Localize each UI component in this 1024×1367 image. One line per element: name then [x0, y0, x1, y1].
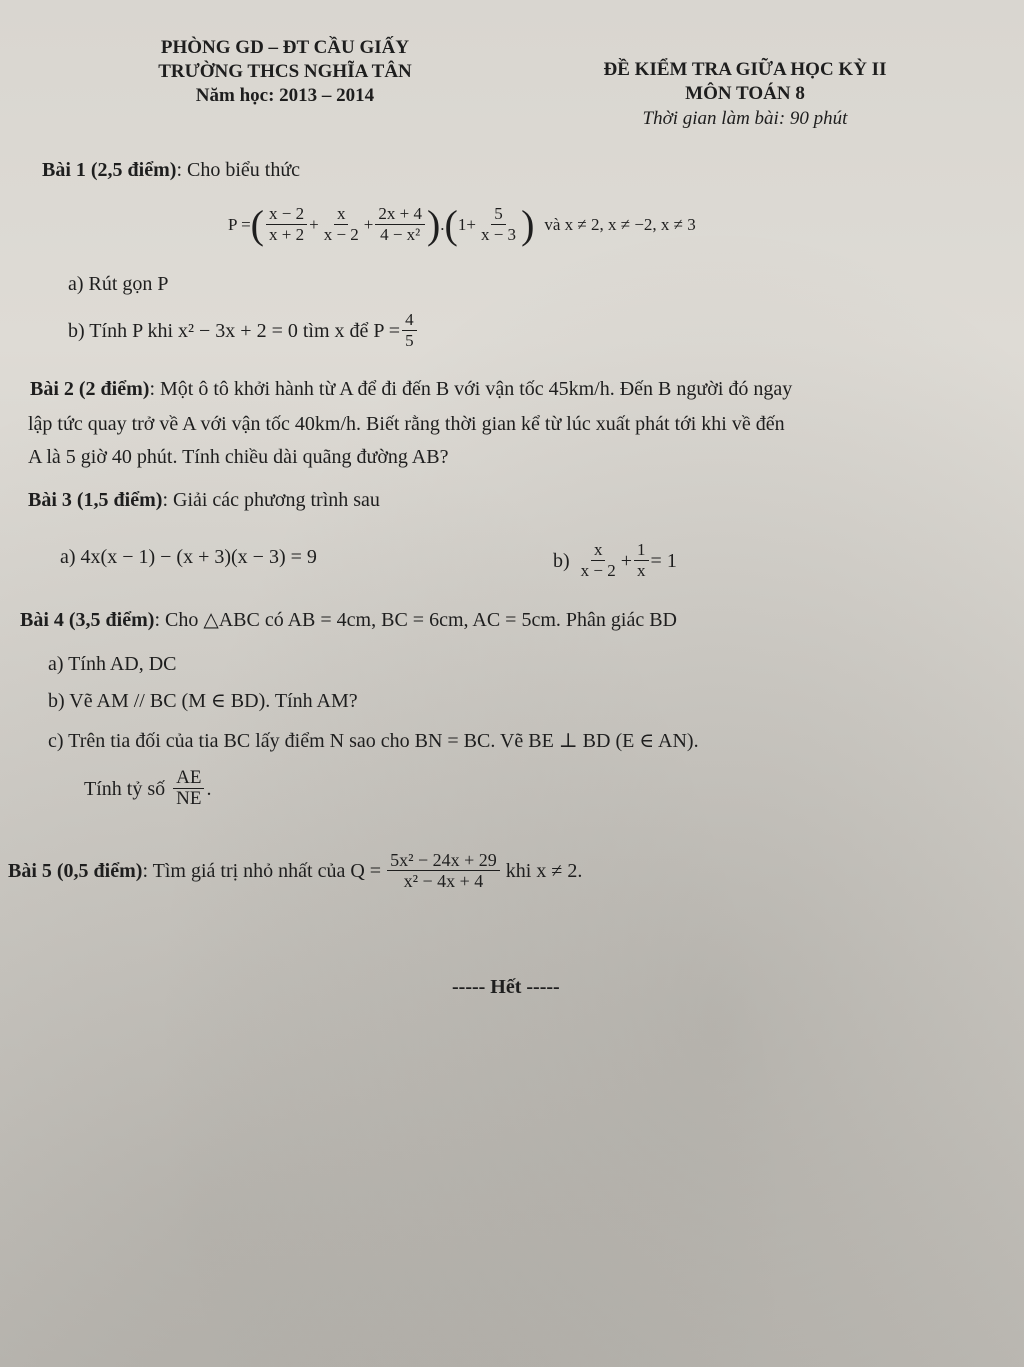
bai5-fraction [387, 850, 500, 891]
expr-conditions: và x ≠ 2, x ≠ −2, x ≠ 3 [544, 214, 696, 234]
bai3-b-frac2 [634, 540, 649, 581]
bai1-b-fraction [402, 310, 417, 351]
bai1-a: a) Rút gọn P [68, 273, 169, 295]
school-year: Năm học: 2013 – 2014 [195, 85, 375, 106]
exam-header [555, 58, 935, 132]
fraction-1 [266, 204, 307, 245]
frac3-den: 4 − x² [380, 225, 421, 244]
department-name: PHÒNG GD – ĐT CẦU GIẤY [160, 37, 410, 58]
bai4-intro: : Cho △ABC có AB = 4cm, BC = 6cm, AC = 5cm. Phân giác BD [154, 609, 677, 631]
bai1-b-den: 5 [405, 331, 414, 350]
bai3-b-frac1 [578, 540, 619, 581]
bai2-text1: : Một ô tô khởi hành từ A để đi đến B với vận tốc 45km/h. Đến B người đó ngay [149, 378, 793, 400]
paren-open: ( [444, 201, 458, 247]
bai2-line2: lập tức quay trở về A với vận tốc 40km/h. Biết rằng thời gian kể từ lúc xuất phát tới khi về đến [28, 413, 785, 435]
paren-close: ) [426, 201, 441, 247]
frac2-num: x [334, 204, 349, 225]
bai3-b-rhs: = 1 [650, 549, 677, 572]
bai4-heading [20, 606, 677, 634]
bai4-title: Bài 4 (3,5 điểm) [20, 609, 155, 631]
bai3-f1-num: x [591, 540, 606, 561]
bai3-b-label: b) [553, 549, 570, 572]
bai4-c2-text: Tính tỷ số [84, 777, 166, 800]
bai5-tail: khi x ≠ 2. [505, 859, 583, 882]
paren-close: ) [521, 201, 535, 247]
bai4-b: b) Vẽ AM // BC (M ∈ BD). Tính AM? [48, 690, 358, 712]
bai4-c2-num: AE [173, 768, 204, 789]
bai1-title: Bài 1 (2,5 điểm) [42, 159, 177, 181]
frac1-den: x + 2 [269, 225, 305, 244]
bai2-line1 [30, 375, 792, 403]
fraction-2 [321, 204, 362, 245]
subject: MÔN TOÁN 8 [685, 83, 805, 104]
bai2-title: Bài 2 (2 điểm) [30, 378, 150, 400]
exam-title: ĐỀ KIỂM TRA GIỮA HỌC KỲ II [603, 59, 887, 80]
bai5-den: x² − 4x + 4 [403, 871, 484, 891]
frac2-den: x − 2 [323, 225, 359, 244]
school-name: TRƯỜNG THCS NGHĨA TÂN [158, 61, 412, 82]
frac4-den: x − 3 [480, 225, 517, 244]
bai5 [8, 850, 582, 891]
frac1-num: x − 2 [266, 204, 307, 225]
dot-operator: . [440, 214, 445, 234]
fraction-3 [375, 204, 425, 245]
bai1-b-text: b) Tính P khi x² − 3x + 2 = 0 tìm x để P = [68, 319, 401, 342]
bai4-c2 [84, 768, 211, 809]
one: 1+ [457, 214, 476, 234]
expr-lhs: P = [228, 214, 251, 234]
plus-sign: + [363, 214, 374, 234]
bai3-f2-den: x [637, 561, 646, 580]
bai3-title: Bài 3 (1,5 điểm) [28, 489, 163, 511]
plus-sign: + [620, 549, 633, 572]
duration: Thời gian làm bài: 90 phút [642, 108, 848, 129]
bai3-a: a) 4x(x − 1) − (x + 3)(x − 3) = 9 [60, 546, 317, 568]
school-header [110, 36, 460, 108]
bai5-title: Bài 5 (0,5 điểm) [8, 859, 143, 882]
bai1-heading [42, 156, 300, 184]
bai3-b [553, 540, 677, 581]
bai3-intro: : Giải các phương trình sau [162, 489, 380, 511]
plus-sign: + [309, 214, 319, 234]
bai4-a: a) Tính AD, DC [48, 653, 177, 675]
fraction-4 [478, 204, 519, 245]
bai2-line3: A là 5 giờ 40 phút. Tính chiều dài quãng đường AB? [28, 446, 449, 468]
bai3-f1-den: x − 2 [580, 561, 616, 580]
bai3-f2-num: 1 [634, 540, 649, 561]
bai1-intro: : Cho biểu thức [176, 159, 301, 181]
period: . [206, 777, 212, 800]
bai4-c: c) Trên tia đối của tia BC lấy điểm N sao cho BN = BC. Vẽ BE ⊥ BD (E ∈ AN). [48, 730, 699, 752]
bai3-heading [28, 486, 380, 514]
bai1-b-num: 4 [402, 310, 417, 331]
frac3-num: 2x + 4 [375, 204, 425, 225]
paren-open: ( [250, 201, 264, 247]
bai4-c2-den: NE [176, 788, 202, 809]
bai1-b [68, 310, 419, 351]
bai5-num: 5x² − 24x + 29 [387, 850, 500, 871]
end-marker: ----- Hết ----- [452, 976, 560, 998]
frac4-num: 5 [491, 204, 506, 225]
bai5-intro: : Tìm giá trị nhỏ nhất của Q = [142, 859, 382, 882]
bai4-c2-fraction [173, 768, 204, 809]
bai1-expression [228, 201, 696, 247]
